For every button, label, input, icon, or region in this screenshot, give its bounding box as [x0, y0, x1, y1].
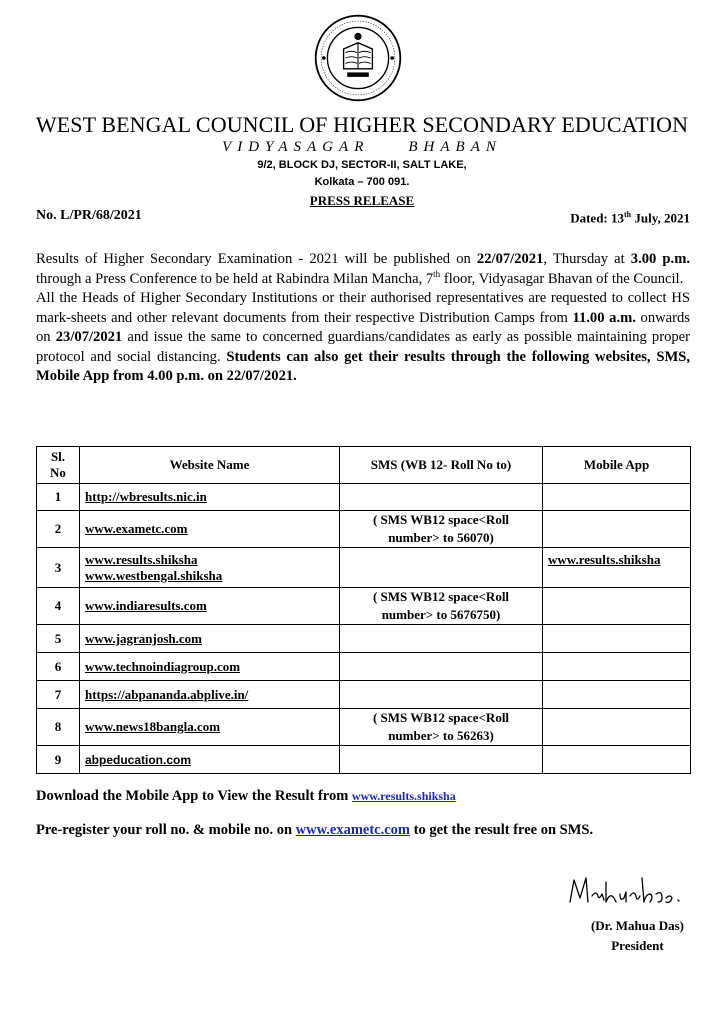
header-website: Website Name [80, 447, 340, 484]
table-row [37, 681, 691, 709]
press-release-heading: PRESS RELEASE [309, 193, 415, 208]
council-seal-icon [313, 13, 403, 103]
table-row [37, 625, 691, 653]
row-sl-no: 7 [37, 681, 80, 709]
row-website-cell [80, 625, 340, 653]
table-row [37, 548, 691, 588]
reference-number: No. L/PR/68/2021 [36, 208, 142, 223]
row-sms-cell: ( SMS WB12 space<Roll number> to 56070) [340, 511, 543, 548]
row-mobile-app-cell [543, 484, 691, 511]
website-link[interactable]: www.indiaresults.com [85, 598, 207, 613]
row-sl-no: 2 [37, 511, 80, 548]
row-sl-no: 4 [37, 588, 80, 625]
website-link[interactable]: http://wbresults.nic.in [85, 489, 207, 504]
signatory-name: (Dr. Mahua Das) [590, 918, 684, 933]
header-sl-no: Sl. No [37, 447, 80, 484]
row-website-cell [80, 484, 340, 511]
website-link[interactable]: www.exametc.com [85, 521, 188, 536]
row-mobile-app-cell [543, 511, 691, 548]
row-website-cell [80, 681, 340, 709]
row-website-cell [80, 588, 340, 625]
row-sms-cell [340, 548, 543, 588]
header-mobile-app: Mobile App [543, 447, 691, 484]
row-mobile-app-cell [543, 625, 691, 653]
organization-title: WEST BENGAL COUNCIL OF HIGHER SECONDARY EDUCATION [35, 112, 689, 137]
row-website-cell [80, 653, 340, 681]
preregister-link[interactable]: www.exametc.com [295, 822, 410, 838]
results-sources-table [36, 446, 690, 774]
mobile-app-link[interactable]: www.results.shiksha [548, 552, 661, 567]
row-sms-cell [340, 746, 543, 774]
row-sms-cell [340, 484, 543, 511]
row-sl-no: 9 [37, 746, 80, 774]
row-website-cell [80, 746, 340, 774]
address-line-1: 9/2, BLOCK DJ, SECTOR-II, SALT LAKE, [257, 159, 467, 171]
website-link[interactable]: www.technoindiagroup.com [85, 658, 241, 674]
row-sl-no: 3 [37, 548, 80, 588]
paragraph-2: All the Heads of Higher Secondary Institutions or their authorised representatives are requested to collect HS mark-sheets and other relevant documents from their respective Distribution Camps from 11.00 a.m. onwards on 23/07/2021 and issue the same to concerned guardians/candidates as early as possible maintaining proper protocol and social distancing. Students can also get their results through the following websites, SMS, Mobile App from 4.00 p.m. on 22/07/2021. [36, 290, 690, 384]
table-row [37, 653, 691, 681]
download-app-note: Download the Mobile App to View the Result from www.results.shiksha [36, 788, 456, 804]
address-line-2: Kolkata – 700 091. [314, 176, 410, 188]
row-sl-no: 5 [37, 625, 80, 653]
website-link[interactable]: www.results.shiksha [85, 551, 198, 567]
row-sms-cell [340, 625, 543, 653]
release-date: Dated: 13th July, 2021 [570, 210, 690, 226]
download-app-link[interactable]: www.results.shiksha [351, 789, 456, 803]
row-mobile-app-cell [543, 681, 691, 709]
row-mobile-app-cell [543, 653, 691, 681]
website-link[interactable]: www.jagranjosh.com [85, 630, 202, 646]
row-sms-cell: ( SMS WB12 space<Roll number> to 5676750) [340, 588, 543, 625]
preregister-note: Pre-register your roll no. & mobile no. on www.exametc.com to get the result free on SMS. [36, 822, 594, 838]
release-body [36, 250, 690, 387]
row-website-cell [80, 511, 340, 548]
website-link-secondary[interactable]: www.westbengal.shiksha [85, 567, 223, 583]
row-sl-no: 1 [37, 484, 80, 511]
row-mobile-app-cell [543, 746, 691, 774]
table-row [37, 746, 691, 774]
header-sms: SMS (WB 12- Roll No to) [340, 447, 543, 484]
signatory-block [591, 916, 684, 956]
building-name: VIDYASAGAR BHABAN [222, 139, 502, 155]
row-sms-cell [340, 681, 543, 709]
row-sms-cell: ( SMS WB12 space<Roll number> to 56263) [340, 709, 543, 746]
website-link[interactable]: www.news18bangla.com [85, 719, 221, 734]
row-sms-cell [340, 653, 543, 681]
table-header-row [37, 447, 691, 484]
row-sl-no: 6 [37, 653, 80, 681]
table-row [37, 511, 691, 548]
row-mobile-app-cell [543, 588, 691, 625]
table-row [37, 588, 691, 625]
row-mobile-app-cell [543, 709, 691, 746]
signatory-title: President [611, 938, 664, 953]
row-sl-no: 8 [37, 709, 80, 746]
signature [566, 872, 686, 912]
paragraph-1: Results of Higher Secondary Examination - 2021 will be published on 22/07/2021, Thursday at 3.00 p.m. through a Press Conference to be held at Rabindra Milan Mancha, 7th floor, Vidyasagar Bhavan of the Council. [36, 251, 691, 287]
row-mobile-app-cell [543, 548, 691, 588]
website-link[interactable]: abpeducation.com [85, 752, 192, 767]
table-row [37, 484, 691, 511]
row-website-cell [80, 548, 340, 588]
table-row [37, 709, 691, 746]
row-website-cell [80, 709, 340, 746]
website-link[interactable]: https://abpananda.abplive.in/ [85, 686, 249, 702]
